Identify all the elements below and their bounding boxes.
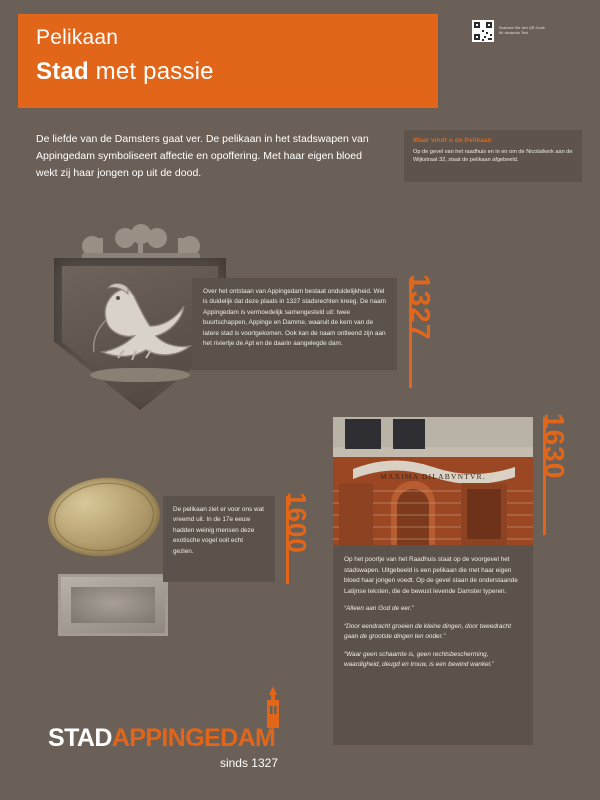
page-title: Pelikaan [36, 26, 119, 49]
raadhuis-photo-graphic [333, 417, 533, 545]
page-subtitle-rest: met passie [88, 58, 214, 85]
panel-1630-quote-3: “Waar geen schaamte is, geen rechtsbescherming, waardigheid, deugd en trouw, is een bewind wankel.” [344, 650, 494, 668]
qr-caption-line2: für deutsche Text [499, 31, 529, 35]
page-subtitle-bold: Stad [36, 58, 89, 85]
panel-1327-text: Over het ontstaan van Appingedam bestaat onduidelijkheid. Wel is duidelijk dat deze plaats in 1327 stadsrechten kreeg. De naam Appingedam is vermoedelijk samengesteld uit: twee buurtschappen, Appinge en Damme, waaruit de kern van de latere stad is voortgekomen. Ook kan de naam ontleend zijn aan het riviertje de Apt en de daarin aangelegde dam. [203, 288, 386, 347]
panel-1600-text: De pelikaan ziet er voor ons wat vreemd uit. In de 17e eeuw hadden weinig mensen deze exotische vogel ooit echt gezien. [173, 506, 264, 555]
qr-block [472, 18, 582, 44]
logo-wordmark [48, 724, 275, 753]
info-box [404, 130, 582, 182]
logo-part-appingedam: APPINGEDAM [111, 724, 276, 752]
qr-caption [499, 26, 545, 36]
logo-tagline: sinds 1327 [219, 756, 278, 770]
coin-image [44, 472, 164, 561]
panel-1630-text: Op het poortje van het Raadhuis staat op de voorgevel het stadswapen. Uitgebeeld is een pelikaan die met haar eigen bloed haar jongen voedt. Op de gevel staan de onderstaande Latijnse teksten, die de bewust levende Damster typeren. [344, 556, 518, 595]
panel-1630 [333, 545, 533, 745]
info-box-text: Op de gevel van het raadhuis en in en om de Nicolaïkerk aan de Wijkstraat 32, staat de pelikaan afgebeeld. [413, 149, 573, 164]
intro-text: De liefde van de Damsters gaat ver. De pelikaan in het stadswapen van Appingedam symboliseert affectie en opoffering. Met haar eigen bloed wekt zij haar jongen op uit de dood. [36, 133, 369, 179]
logo-part-stad: STAD [48, 724, 112, 752]
year-label-1600: 1600 [282, 492, 312, 554]
nest-shape [90, 368, 190, 382]
raadhuis-photo [333, 417, 533, 545]
svg-text:MAXIMA DILABVNTVR.: MAXIMA DILABVNTVR. [380, 472, 486, 481]
info-box-title: Waar vindt u de Pelikaan [413, 137, 492, 144]
page-subtitle [36, 58, 214, 86]
logo [48, 714, 288, 770]
coin-and-plaque-illustration [48, 478, 168, 593]
panel-1600 [163, 496, 275, 582]
qr-caption-line1: Scannen Sie den QR-Code [499, 25, 545, 30]
year-label-1327: 1327 [405, 274, 436, 341]
tower-icon [260, 686, 286, 728]
qr-code-icon[interactable] [472, 20, 494, 42]
panel-1327 [192, 278, 397, 370]
panel-1630-quote-1: “Alleen aan God de eer.” [344, 605, 414, 612]
stone-plaque-image [58, 574, 168, 636]
year-label-1630: 1630 [539, 413, 570, 480]
panel-1630-quote-2: “Door eendracht groeien de kleine dingen, door tweedracht gaan de grootste dingen ten onder.” [344, 622, 511, 640]
